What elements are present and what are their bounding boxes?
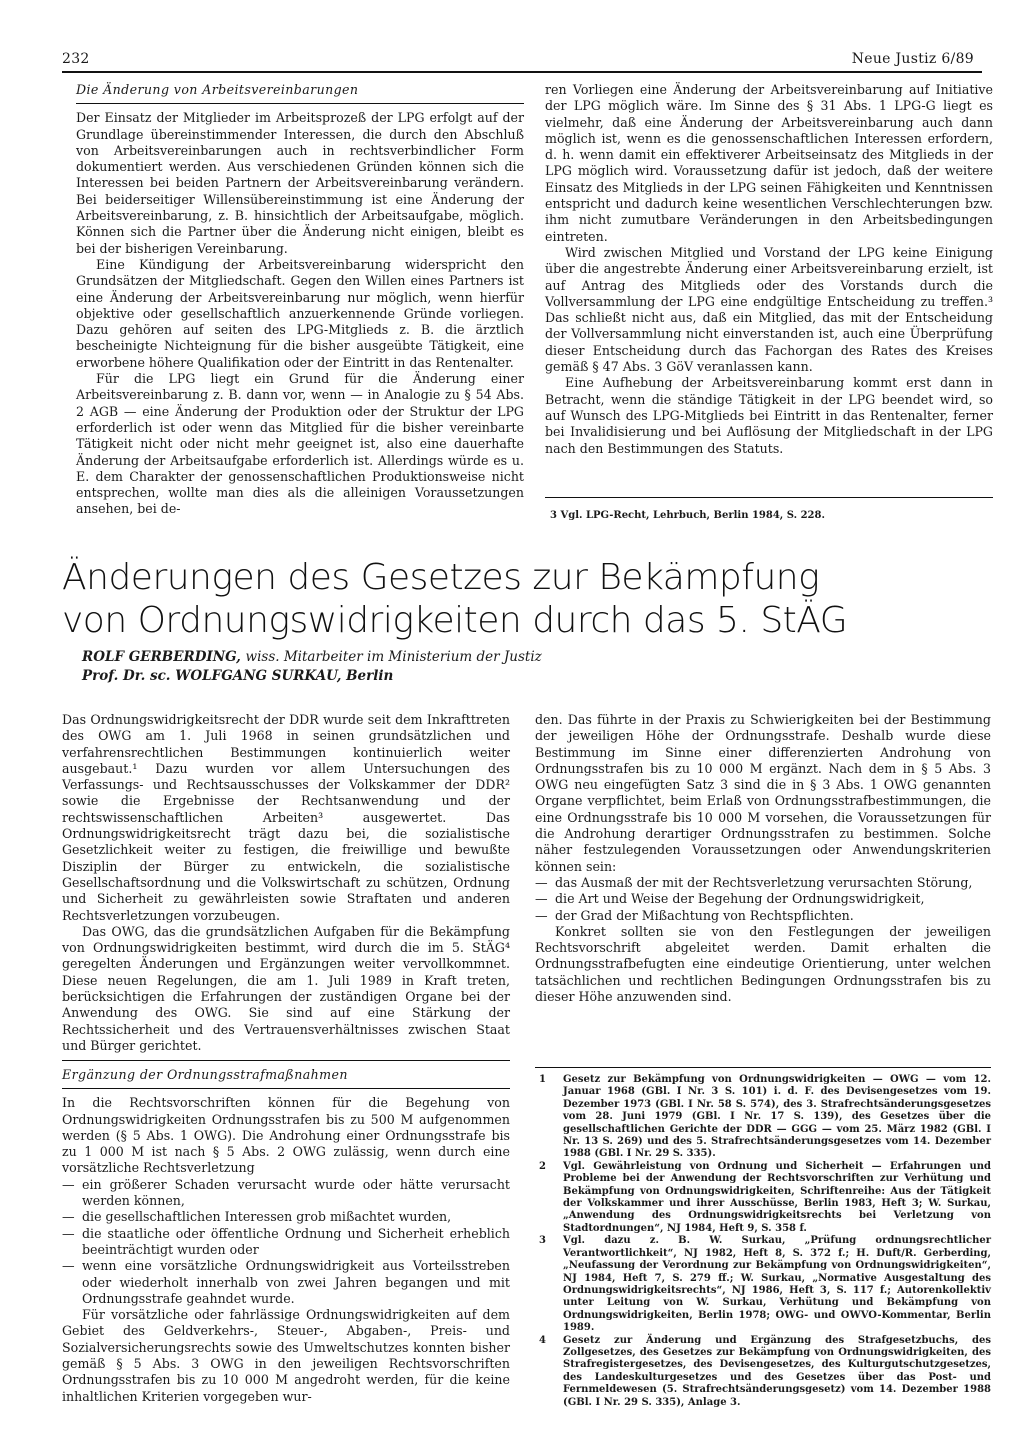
section1-heading-rule [76,103,524,104]
footnote-3 [535,1235,991,1334]
list-item: — der Grad der Mißachtung von Rechtspflichten. [535,908,991,924]
list-item: — das Ausmaß der mit der Rechtsverletzung verursachten Störung, [535,875,991,891]
paragraph: Eine Kündigung der Arbeitsvereinbarung widerspricht den Grundsätzen der Mitgliedschaft. Gegen den Willen eines Partners ist eine Änderung der Arbeitsvereinbarung nur möglich, wenn hierfür objektive oder gesellschaftlich anzuerkennende Gründe vorliegen. Dazu gehören auf seiten des LPG-Mitglieds z. B. die ärztlich bescheinigte Nichteignung für die bisher ausgeübte Tätigkeit, eine erworbene höhere Qualifikation oder der Eintritt in das Rentenalter. [76,256,524,370]
paragraph: Für die LPG liegt ein Grund für die Änderung einer Arbeitsvereinbarung z. B. dann vor, wenn — in Analogie zu § 54 Abs. 2 AGB — eine Änderung der Produktion oder der Struktur der LPG erforderlich ist oder wenn das Mitglied für die bisher vereinbarte Tätigkeit nicht oder nicht mehr geeignet ist, also eine dauerhafte Änderung der Arbeitsaufgabe erforderlich ist. Allerdings würde es u. E. dem Charakter der genossenschaftlichen Produktionsweise nicht entsprechen, wollte man dies als die alleinigen Voraussetzungen ansehen, bei de- [76,371,524,517]
conditions-list [62,1177,510,1307]
footnote-number: 1 [539,1074,546,1085]
list-item: — die staatliche oder öffentliche Ordnung und Sicherheit erheblich beeinträchtigt wurden oder [62,1226,510,1259]
section2-heading: Ergänzung der Ordnungsstrafmaßnahmen [62,1067,348,1082]
footnote-number: 3 [539,1235,546,1247]
paragraph: den. Das führte in der Praxis zu Schwierigkeiten bei der Bestimmung der jeweiligen Höhe der Ordnungsstrafe. Deshalb wurde diese Bestimmung im Sinne einer differenzierten Androhung von Ordnungsstrafen bis zu 10 000 M ergänzt. Nach dem in § 5 Abs. 3 OWG neu eingefügten Satz 3 sind die in § 3 Abs. 1 OWG genannten Organe verpflichtet, beim Erlaß von Ordnungsstrafbestimmungen, die eine Ordnungsstrafe bis 10 000 M vorsehen, die Voraussetzungen für die Androhung derartiger Ordnungsstrafen zu bestimmen. Solche näher festzulegenden Voraussetzungen oder Anwendungskriterien können sein: [535,712,991,874]
article-footnote-rule [535,1067,991,1068]
paragraph: ren Vorliegen eine Änderung der Arbeitsvereinbarung auf Initiative der LPG möglich wäre. Im Sinne des § 31 Abs. 1 LPG-G liegt es vielmehr, daß eine Änderung der Arbeitsvereinbarung auch dann möglich ist, wenn es die genossenschaftlichen Interessen erfordern, d. h. wenn damit ein effektiverer Arbeitseinsatz des Mitglieds in der LPG möglich wird. Voraussetzung dafür ist jedoch, daß der weitere Einsatz des Mitglieds in der LPG seinen Fähigkeiten und Kenntnissen entspricht und dadurch keine wesentlichen Verschlechterungen bzw. ihm nicht zumutbare Veränderungen in den Arbeitsbedingungen eintreten. [545,82,993,244]
footnote-number: 2 [539,1160,546,1172]
article-title-line-2: von Ordnungswidrigkeiten durch das 5. StÄG [62,600,848,641]
author-1-name: ROLF GERBERDING, [82,649,241,665]
list-item: — wenn eine vorsätzliche Ordnungswidrigkeit aus Vorteilsstreben oder wiederholt innerhalb von zwei Jahren begangen und mit Ordnungsstrafe geahndet wurde. [62,1258,510,1307]
footnote-text: Gesetz zur Änderung und Ergänzung des Strafgesetzbuchs, des Zollgesetzes, des Gesetzes zur Bekämpfung von Ordnungswidrigkeiten, des Strafregistergesetzes, des Devisengesetzes, des Kulturgutschutzgesetzes, des Landeskulturgesetzes und des Gesetzes über das Post- und Fernmeldewesen (5. Strafrechtsänderungsgesetz) vom 14. Dezember 1988 (GBl. I Nr. 29 S. 335), Anlage 3. [563,1334,991,1408]
section1-left-column [76,82,524,518]
paragraph: Der Einsatz der Mitglieder im Arbeitsprozeß der LPG erfolgt auf der Grundlage übereinstimmender Interessen, die durch den Abschluß von Arbeitsvereinbarungen auch in rechtsverbindlicher Form dokumentiert werden. Aus verschiedenen Gründen können sich die Interessen bei beiden Partnern der Arbeitsvereinbarung verändern. Bei beiderseitiger Willensübereinstimmung ist eine Änderung der Arbeitsvereinbarung, z. B. hinsichtlich der Arbeitsaufgabe, möglich. Können sich die Partner über die Änderung nicht einigen, bleibt es bei der bisherigen Vereinbarung. [76,110,524,256]
criteria-list [535,875,991,924]
section2-heading-rule [62,1088,510,1089]
page-number: 232 [62,51,90,67]
footnote-text: Gesetz zur Bekämpfung von Ordnungswidrigkeiten — OWG — vom 12. Januar 1968 (GBl. I Nr. 3 S. 101) i. d. F. des Devisengesetzes vom 19. Dezember 1973 (GBl. I Nr. 58 S. 574), des 3. Strafrechtsänderungsgesetzes vom 28. Juni 1979 (GBl. I Nr. 17 S. 139), des Gesetzes über die gesellschaftlichen Gerichte der DDR — GGG — vom 25. März 1982 (GBl. I Nr. 13 S. 269) und des 5. Strafrechtsänderungsgesetzes vom 14. Dezember 1988 (GBl. I Nr. 29 S. 335). [563,1074,991,1160]
section1-heading: Die Änderung von Arbeitsvereinbarungen [76,82,359,97]
footnote-number: 4 [539,1334,546,1346]
section1-right-column [545,82,993,457]
author-2: Prof. Dr. sc. WOLFGANG SURKAU, Berlin [82,668,394,684]
journal-issue: Neue Justiz 6/89 [851,51,974,67]
list-item: — ein größerer Schaden verursacht wurde oder hätte verursacht werden können, [62,1177,510,1210]
footnote-text: Vgl. dazu z. B. W. Surkau, „Prüfung ordnungsrechtlicher Verantwortlichkeit“, NJ 1982, Heft 8, S. 372 f.; H. Duft/R. Gerberding, „Neufassung der Verordnung zur Bekämpfung von Ordnungswidrigkeiten“, NJ 1984, Heft 7, S. 279 ff.; W. Surkau, „Normative Ausgestaltung des Ordnungswidrigkeitsrechts“, NJ 1986, Heft 3, S. 117 f.; Autorenkollektiv unter Leitung von W. Surkau, Verhütung und Bekämpfung von Ordnungswidrigkeiten, Berlin 1978; OWG- und OWVO-Kommentar, Berlin 1989. [563,1235,991,1334]
article-authors [82,648,542,686]
footnote-rule [545,497,993,498]
footnote-3: 3 Vgl. LPG-Recht, Lehrbuch, Berlin 1984, S. 228. [550,510,825,521]
footnote-text: Vgl. Gewährleistung von Ordnung und Sicherheit — Erfahrungen und Probleme bei der Anwendung der Rechtsvorschriften zur Verhütung und Bekämpfung von Ordnungswidrigkeiten, Schriftenreihe: Aus der Tätigkeit der Volkskammer und ihrer Ausschüsse, Berlin 1983, Heft 3; W. Surkau, „Anwendung des Ordnungswidrigkeitsrechts bei Verletzung von Stadtordnungen“, NJ 1984, Heft 9, S. 358 f. [563,1160,991,1234]
article-title-line-1: Änderungen des Gesetzes zur Bekämpfung [62,557,820,598]
header-rule [62,71,982,73]
paragraph: Für vorsätzliche oder fahrlässige Ordnungswidrigkeiten auf dem Gebiet des Geldverkehrs-, Steuer-, Abgaben-, Preis- und Sozialversicherungsrechts sowie des Umweltschutzes konnten bisher gemäß § 5 Abs. 3 OWG in den jeweiligen Rechtsvorschriften Ordnungsstrafen bis zu 10 000 M angedroht werden, für die keine inhaltlichen Kriterien vorgegeben wur- [62,1307,510,1404]
footnote-2 [535,1161,991,1235]
section2-top-rule [62,1060,510,1061]
footnote-4 [535,1335,991,1409]
list-item: — die gesellschaftlichen Interessen grob mißachtet wurden, [62,1209,510,1225]
footnote-1 [535,1074,991,1161]
article-right-column [535,712,991,1005]
paragraph: Konkret sollten sie von den Festlegungen der jeweiligen Rechtsvorschrift abgeleitet werden. Damit erhalten die Ordnungsstrafbefugten eine eindeutige Orientierung, unter welchen tatsächlichen und rechtlichen Bedingungen Ordnungsstrafen bis zu dieser Höhe anzuwenden sind. [535,923,991,1005]
article-title [62,556,962,642]
list-item: — die Art und Weise der Begehung der Ordnungswidrigkeit, [535,891,991,907]
paragraph: Eine Aufhebung der Arbeitsvereinbarung kommt erst dann in Betracht, wenn die ständige Tätigkeit in der LPG beendet wird, so auf Wunsch des LPG-Mitglieds bei Eintritt in das Rentenalter, ferner bei Invalidisierung und bei Auflösung der Mitgliedschaft in der LPG nach den Bestimmungen des Statuts. [545,375,993,456]
paragraph: In die Rechtsvorschriften können für die Begehung von Ordnungswidrigkeiten Ordnungsstrafen bis zu 500 M aufgenommen werden (§ 5 Abs. 1 OWG). Die Androhung einer Ordnungsstrafe bis zu 1 000 M ist nach § 5 Abs. 2 OWG zulässig, wenn durch eine vorsätzliche Rechtsverletzung [62,1095,510,1176]
article-footnotes [535,1074,991,1409]
paragraph: Das Ordnungswidrigkeitsrecht der DDR wurde seit dem Inkrafttreten des OWG am 1. Juli 1968 in seinen grundsätzlichen und verfahrensrechtlichen Bestimmungen kontinuierlich weiter ausgebaut.¹ Dazu wurden vor allem Untersuchungen des Verfassungs- und Rechtsausschusses der Volkskammer der DDR² sowie die Ergebnisse der Rechtsanwendung und der rechtswissenschaftlichen Arbeiten³ ausgewertet. Das Ordnungswidrigkeitsrecht trägt dazu bei, die sozialistische Gesetzlichkeit weiter zu festigen, die freiwillige und bewußte Disziplin der Bürger zu entwickeln, die sozialistische Gesellschaftsordnung und die Volkswirtschaft zu schützen, Ordnung und Sicherheit zu gewährleisten sowie Straftaten und anderen Rechtsverletzungen vorzubeugen. [62,712,510,923]
article-left-column [62,712,510,1054]
paragraph: Das OWG, das die grundsätzlichen Aufgaben für die Bekämpfung von Ordnungswidrigkeiten bestimmt, wird durch die im 5. StÄG⁴ geregelten Änderungen und Ergänzungen weiter vervollkommnet. Diese neuen Regelungen, die am 1. Juli 1989 in Kraft treten, berücksichtigen die Erfahrungen der zuständigen Organe bei der Anwendung des OWG. Sie sind auf eine Stärkung der Rechtssicherheit und des Vertrauensverhältnisses zwischen Staat und Bürger gerichtet. [62,923,510,1053]
author-1-role: wiss. Mitarbeiter im Ministerium der Justiz [245,649,542,665]
section2-left-column [62,1060,510,1405]
paragraph: Wird zwischen Mitglied und Vorstand der LPG keine Einigung über die angestrebte Änderung einer Arbeitsvereinbarung erzielt, ist auf Antrag des Mitglieds oder des Vorstands durch die Vollversammlung der LPG eine endgültige Entscheidung zu treffen.³ Das schließt nicht aus, daß ein Mitglied, das mit der Entscheidung der Vollversammlung nicht einverstanden ist, auch eine Überprüfung dieser Entscheidung durch das Fachorgan des Rates des Kreises gemäß § 47 Abs. 3 GöV veranlassen kann. [545,244,993,375]
